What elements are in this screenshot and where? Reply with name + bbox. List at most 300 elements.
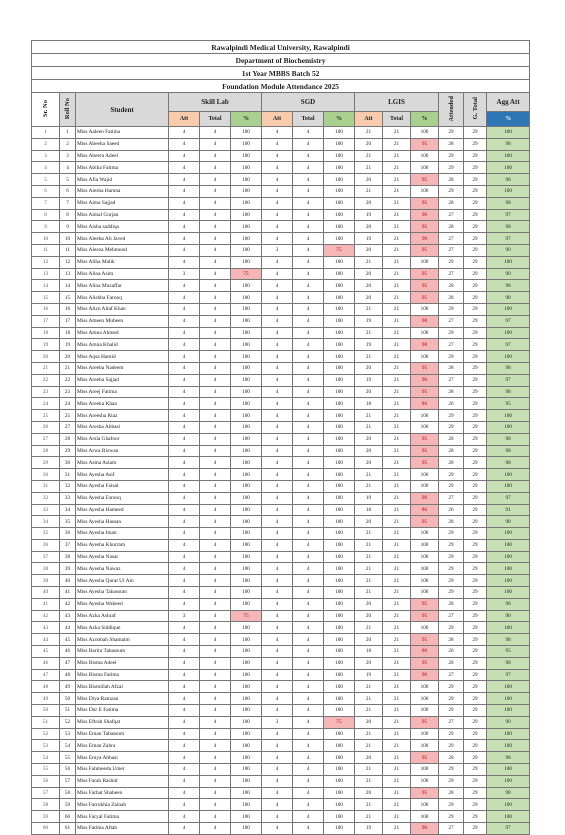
sgd-att-cell: 4 (262, 386, 293, 398)
skill-lab-total-cell: 4 (200, 811, 231, 823)
sgd-pct-cell: 100 (324, 480, 355, 492)
lgis-pct-cell: 95 (411, 362, 439, 374)
sr-no-cell: 49 (32, 693, 60, 705)
lgis-pct-cell: 90 (411, 315, 439, 327)
student-name-cell: Miss Fahmeeda Umer (76, 764, 169, 776)
lgis-total-cell: 21 (383, 551, 411, 563)
lgis-pct-cell: 100 (411, 740, 439, 752)
table-row (32, 303, 530, 315)
lgis-pct-cell: 90 (411, 374, 439, 386)
lgis-total-cell: 21 (383, 268, 411, 280)
sr-no-cell: 57 (32, 787, 60, 799)
skill-lab-pct-cell: 100 (231, 256, 262, 268)
roll-no-cell: 53 (60, 728, 76, 740)
sgd-att-cell: 4 (262, 315, 293, 327)
g-total-cell: 29 (464, 528, 487, 540)
lgis-pct-cell: 100 (411, 622, 439, 634)
attended-cell: 29 (439, 528, 464, 540)
agg-att-cell: 97 (487, 339, 530, 351)
student-name-cell: Miss Ayesha Hassan (76, 516, 169, 528)
attended-cell: 29 (439, 622, 464, 634)
agg-att-cell: 98 (487, 221, 530, 233)
g-total-cell: 29 (464, 716, 487, 728)
agg-att-cell: 100 (487, 150, 530, 162)
table-row (32, 268, 530, 280)
sr-no-cell: 25 (32, 410, 60, 422)
attended-cell: 29 (439, 811, 464, 823)
skill-lab-total-cell: 4 (200, 799, 231, 811)
sr-no-cell: 9 (32, 221, 60, 233)
lgis-att-cell: 21 (355, 351, 383, 363)
lgis-pct-cell: 100 (411, 728, 439, 740)
skill-lab-total-cell: 4 (200, 752, 231, 764)
student-name-cell: Miss Abiha Fatima (76, 162, 169, 174)
table-row (32, 528, 530, 540)
student-name-cell: Miss Bismillah Afzal (76, 681, 169, 693)
g-total-cell: 29 (464, 398, 487, 410)
table-row (32, 351, 530, 363)
skill-lab-header: Skill Lab (169, 93, 262, 112)
lgis-att-cell: 20 (355, 457, 383, 469)
sr-no-cell: 37 (32, 551, 60, 563)
sgd-pct-cell: 100 (324, 327, 355, 339)
attended-cell: 28 (439, 292, 464, 304)
sgd-total-cell: 4 (293, 516, 324, 528)
table-row (32, 728, 530, 740)
sgd-total-cell: 4 (293, 681, 324, 693)
sgd-total-cell: 4 (293, 634, 324, 646)
student-name-cell: Miss Eftrah Shafqat (76, 716, 169, 728)
sgd-total-cell: 4 (293, 787, 324, 799)
skill-lab-pct-cell: 100 (231, 705, 262, 717)
sr-no-cell: 38 (32, 563, 60, 575)
roll-no-cell: 61 (60, 823, 76, 835)
roll-no-cell: 58 (60, 787, 76, 799)
lgis-pct-cell: 100 (411, 351, 439, 363)
lgis-total-cell: 21 (383, 634, 411, 646)
attended-cell: 29 (439, 587, 464, 599)
sgd-pct-cell: 100 (324, 138, 355, 150)
sgd-att-cell: 4 (262, 233, 293, 245)
lgis-total-cell: 21 (383, 315, 411, 327)
skill-lab-total-cell: 4 (200, 185, 231, 197)
sgd-pct-cell: 100 (324, 185, 355, 197)
g-total-cell: 29 (464, 138, 487, 150)
agg-att-cell: 100 (487, 728, 530, 740)
sgd-total-cell: 4 (293, 351, 324, 363)
skill-lab-total-cell: 4 (200, 197, 231, 209)
table-row (32, 811, 530, 823)
sgd-total-cell: 4 (293, 150, 324, 162)
student-name-cell: Miss Ayesha Hameed (76, 504, 169, 516)
attended-cell: 27 (439, 339, 464, 351)
student-name-cell: Miss Ayesha Nasar (76, 551, 169, 563)
lgis-att-cell: 20 (355, 657, 383, 669)
skill-lab-total-cell: 4 (200, 728, 231, 740)
sgd-pct-cell: 100 (324, 622, 355, 634)
skill-lab-pct-cell: 100 (231, 563, 262, 575)
lgis-att-cell: 19 (355, 823, 383, 835)
table-row (32, 374, 530, 386)
skill-lab-att-header: Att (169, 112, 200, 127)
g-total-cell: 29 (464, 634, 487, 646)
agg-att-cell: 98 (487, 433, 530, 445)
sr-no-cell: 16 (32, 303, 60, 315)
attended-cell: 29 (439, 551, 464, 563)
attended-cell: 29 (439, 693, 464, 705)
attended-cell: 29 (439, 575, 464, 587)
sr-no-cell: 19 (32, 339, 60, 351)
roll-no-cell: 12 (60, 256, 76, 268)
lgis-att-cell: 19 (355, 669, 383, 681)
table-row (32, 292, 530, 304)
roll-no-cell: 28 (60, 433, 76, 445)
lgis-total-cell: 21 (383, 811, 411, 823)
agg-att-cell: 100 (487, 740, 530, 752)
skill-lab-att-cell: 4 (169, 303, 200, 315)
roll-no-cell: 36 (60, 528, 76, 540)
sgd-pct-cell: 100 (324, 598, 355, 610)
skill-lab-att-cell: 4 (169, 351, 200, 363)
lgis-att-cell: 21 (355, 327, 383, 339)
sgd-header: SGD (262, 93, 355, 112)
lgis-att-cell: 21 (355, 127, 383, 139)
lgis-att-cell: 21 (355, 811, 383, 823)
sgd-total-cell: 4 (293, 244, 324, 256)
agg-att-cell: 100 (487, 551, 530, 563)
lgis-total-cell: 21 (383, 433, 411, 445)
skill-lab-total-cell: 4 (200, 256, 231, 268)
lgis-total-cell: 21 (383, 351, 411, 363)
attended-cell: 28 (439, 457, 464, 469)
lgis-pct-cell: 86 (411, 504, 439, 516)
g-total-cell: 29 (464, 386, 487, 398)
g-total-cell: 29 (464, 410, 487, 422)
lgis-pct-cell: 100 (411, 150, 439, 162)
table-row (32, 386, 530, 398)
skill-lab-total-cell: 4 (200, 362, 231, 374)
sgd-att-cell: 4 (262, 775, 293, 787)
g-total-cell: 29 (464, 303, 487, 315)
lgis-att-cell: 20 (355, 516, 383, 528)
skill-lab-total-cell: 4 (200, 127, 231, 139)
lgis-pct-cell: 95 (411, 221, 439, 233)
skill-lab-att-cell: 4 (169, 256, 200, 268)
sgd-pct-cell: 100 (324, 563, 355, 575)
roll-no-cell: 59 (60, 799, 76, 811)
lgis-pct-cell: 100 (411, 563, 439, 575)
skill-lab-att-cell: 4 (169, 315, 200, 327)
attended-cell: 28 (439, 787, 464, 799)
table-row (32, 646, 530, 658)
roll-no-cell: 37 (60, 539, 76, 551)
g-total-cell: 29 (464, 351, 487, 363)
attended-cell: 29 (439, 127, 464, 139)
sgd-total-header: Total (293, 112, 324, 127)
sgd-total-cell: 4 (293, 504, 324, 516)
student-name-cell: Miss Emya Abbasi (76, 752, 169, 764)
table-row (32, 398, 530, 410)
skill-lab-pct-cell: 100 (231, 303, 262, 315)
roll-no-cell: 2 (60, 138, 76, 150)
student-name-cell: Miss Arwa Rizwan (76, 445, 169, 457)
lgis-att-cell: 20 (355, 386, 383, 398)
table-row (32, 174, 530, 186)
sgd-att-cell: 4 (262, 185, 293, 197)
sgd-total-cell: 4 (293, 421, 324, 433)
sgd-pct-cell: 100 (324, 610, 355, 622)
table-row (32, 575, 530, 587)
attended-cell: 26 (439, 646, 464, 658)
sgd-total-cell: 4 (293, 233, 324, 245)
lgis-total-cell: 21 (383, 669, 411, 681)
attended-cell: 27 (439, 315, 464, 327)
sr-no-cell: 29 (32, 457, 60, 469)
sgd-pct-cell: 100 (324, 303, 355, 315)
sr-no-cell: 28 (32, 445, 60, 457)
sr-no-cell: 60 (32, 823, 60, 835)
skill-lab-pct-cell: 100 (231, 162, 262, 174)
skill-lab-total-cell: 4 (200, 622, 231, 634)
attended-cell: 27 (439, 268, 464, 280)
lgis-pct-cell: 100 (411, 775, 439, 787)
sgd-att-cell: 4 (262, 374, 293, 386)
g-total-cell: 29 (464, 209, 487, 221)
student-name-cell: Miss Ayesha Farooq (76, 492, 169, 504)
table-row (32, 433, 530, 445)
skill-lab-att-cell: 4 (169, 480, 200, 492)
skill-lab-pct-cell: 100 (231, 598, 262, 610)
table-row (32, 516, 530, 528)
skill-lab-total-cell: 4 (200, 138, 231, 150)
table-row (32, 327, 530, 339)
attended-cell: 27 (439, 233, 464, 245)
skill-lab-att-cell: 4 (169, 775, 200, 787)
g-total-cell: 29 (464, 752, 487, 764)
lgis-total-cell: 21 (383, 705, 411, 717)
table-row (32, 563, 530, 575)
g-total-cell: 29 (464, 681, 487, 693)
skill-lab-pct-cell: 100 (231, 775, 262, 787)
sgd-pct-cell: 100 (324, 764, 355, 776)
student-name-cell: Miss Eman Zahra (76, 740, 169, 752)
lgis-pct-cell: 100 (411, 551, 439, 563)
skill-lab-pct-cell: 100 (231, 433, 262, 445)
g-total-cell: 29 (464, 728, 487, 740)
skill-lab-total-cell: 4 (200, 339, 231, 351)
sgd-total-cell: 4 (293, 292, 324, 304)
sgd-pct-cell: 100 (324, 374, 355, 386)
sgd-pct-cell: 100 (324, 162, 355, 174)
sgd-pct-cell: 100 (324, 492, 355, 504)
lgis-total-cell: 21 (383, 457, 411, 469)
sr-no-cell: 59 (32, 811, 60, 823)
sr-no-cell: 4 (32, 162, 60, 174)
lgis-att-cell: 21 (355, 303, 383, 315)
roll-no-cell: 60 (60, 811, 76, 823)
roll-no-cell: 49 (60, 681, 76, 693)
lgis-att-cell: 21 (355, 539, 383, 551)
agg-att-cell: 97 (487, 233, 530, 245)
lgis-total-cell: 21 (383, 516, 411, 528)
sr-no-cell: 53 (32, 740, 60, 752)
roll-no-cell: 27 (60, 421, 76, 433)
g-total-cell: 29 (464, 315, 487, 327)
sgd-total-cell: 4 (293, 528, 324, 540)
skill-lab-pct-cell: 100 (231, 197, 262, 209)
sr-no-cell: 33 (32, 504, 60, 516)
sr-no-cell: 58 (32, 799, 60, 811)
sr-no-cell: 55 (32, 764, 60, 776)
sgd-att-cell: 4 (262, 610, 293, 622)
lgis-total-cell: 21 (383, 292, 411, 304)
lgis-total-cell: 21 (383, 539, 411, 551)
sr-no-cell: 3 (32, 150, 60, 162)
g-total-cell: 29 (464, 445, 487, 457)
department-title: Department of Biochemistry (32, 54, 530, 67)
sr-no-cell: 30 (32, 469, 60, 481)
sgd-att-cell: 4 (262, 268, 293, 280)
sgd-pct-cell: 100 (324, 445, 355, 457)
skill-lab-total-cell: 4 (200, 162, 231, 174)
g-total-cell: 29 (464, 221, 487, 233)
sgd-pct-cell: 100 (324, 209, 355, 221)
lgis-total-cell: 21 (383, 716, 411, 728)
attended-cell: 28 (439, 362, 464, 374)
lgis-att-cell: 21 (355, 469, 383, 481)
sgd-att-cell: 4 (262, 469, 293, 481)
skill-lab-att-cell: 4 (169, 327, 200, 339)
sgd-pct-cell: 100 (324, 681, 355, 693)
skill-lab-att-cell: 4 (169, 421, 200, 433)
sgd-pct-cell: 100 (324, 705, 355, 717)
agg-att-header: Agg Att (487, 93, 530, 112)
lgis-total-cell: 21 (383, 492, 411, 504)
skill-lab-pct-cell: 100 (231, 516, 262, 528)
roll-no-cell: 13 (60, 268, 76, 280)
sgd-att-cell: 4 (262, 811, 293, 823)
roll-no-cell: 15 (60, 292, 76, 304)
g-total-cell: 29 (464, 823, 487, 835)
attended-cell: 28 (439, 445, 464, 457)
sgd-pct-cell: 100 (324, 823, 355, 835)
lgis-total-cell: 21 (383, 303, 411, 315)
skill-lab-total-cell: 4 (200, 681, 231, 693)
g-total-cell: 29 (464, 327, 487, 339)
sgd-total-cell: 4 (293, 716, 324, 728)
skill-lab-att-cell: 4 (169, 445, 200, 457)
skill-lab-pct-cell: 100 (231, 127, 262, 139)
skill-lab-att-cell: 4 (169, 433, 200, 445)
sgd-att-cell: 4 (262, 728, 293, 740)
lgis-att-cell: 19 (355, 315, 383, 327)
sgd-att-cell: 4 (262, 587, 293, 599)
skill-lab-pct-cell: 100 (231, 716, 262, 728)
skill-lab-pct-cell: 100 (231, 551, 262, 563)
skill-lab-total-cell: 4 (200, 209, 231, 221)
attended-cell: 29 (439, 728, 464, 740)
skill-lab-pct-cell: 100 (231, 374, 262, 386)
sgd-pct-cell: 100 (324, 516, 355, 528)
student-name-cell: Miss Bisma Fatima (76, 669, 169, 681)
agg-att-cell: 97 (487, 374, 530, 386)
sgd-total-cell: 4 (293, 575, 324, 587)
student-name-cell: Miss Abeeha Saeed (76, 138, 169, 150)
roll-no-cell: 39 (60, 563, 76, 575)
skill-lab-total-cell: 4 (200, 315, 231, 327)
sgd-att-cell: 4 (262, 138, 293, 150)
attended-cell: 28 (439, 174, 464, 186)
table-row (32, 221, 530, 233)
lgis-pct-cell: 90 (411, 823, 439, 835)
table-row (32, 492, 530, 504)
lgis-att-cell: 20 (355, 634, 383, 646)
lgis-total-cell: 21 (383, 280, 411, 292)
g-total-cell: 29 (464, 457, 487, 469)
g-total-cell: 29 (464, 174, 487, 186)
agg-att-cell: 100 (487, 162, 530, 174)
table-row (32, 716, 530, 728)
agg-att-cell: 90 (487, 244, 530, 256)
student-name-cell: Miss Ameen Mubeen (76, 315, 169, 327)
attended-cell: 29 (439, 799, 464, 811)
skill-lab-att-cell: 4 (169, 162, 200, 174)
skill-lab-att-cell: 4 (169, 127, 200, 139)
lgis-total-cell: 21 (383, 622, 411, 634)
sgd-pct-cell: 100 (324, 646, 355, 658)
sgd-pct-cell: 100 (324, 799, 355, 811)
g-total-cell: 29 (464, 539, 487, 551)
attended-cell: 28 (439, 598, 464, 610)
sgd-pct-cell: 100 (324, 386, 355, 398)
sr-no-cell: 26 (32, 421, 60, 433)
skill-lab-pct-cell: 100 (231, 634, 262, 646)
sr-no-header: Sr. No (32, 93, 60, 127)
student-name-cell: Miss Aaleen Fatima (76, 127, 169, 139)
skill-lab-total-cell: 4 (200, 657, 231, 669)
g-total-cell: 29 (464, 162, 487, 174)
student-name-cell: Miss Areeba Sajjad (76, 374, 169, 386)
g-total-cell: 29 (464, 764, 487, 776)
attended-cell: 28 (439, 657, 464, 669)
sr-no-cell: 20 (32, 351, 60, 363)
lgis-att-cell: 21 (355, 480, 383, 492)
agg-att-cell: 100 (487, 587, 530, 599)
skill-lab-total-cell: 4 (200, 587, 231, 599)
skill-lab-att-cell: 4 (169, 705, 200, 717)
lgis-total-cell: 21 (383, 480, 411, 492)
skill-lab-pct-cell: 100 (231, 150, 262, 162)
student-name-cell: Miss Afia Wajid (76, 174, 169, 186)
roll-no-header: Roll No (60, 93, 76, 127)
table-row (32, 775, 530, 787)
roll-no-cell: 45 (60, 634, 76, 646)
student-name-cell: Miss Areesha Riaz (76, 410, 169, 422)
sgd-total-cell: 4 (293, 551, 324, 563)
skill-lab-pct-cell: 100 (231, 657, 262, 669)
sgd-pct-cell: 100 (324, 197, 355, 209)
lgis-pct-cell: 100 (411, 480, 439, 492)
sgd-total-cell: 4 (293, 587, 324, 599)
lgis-att-cell: 21 (355, 528, 383, 540)
table-row (32, 138, 530, 150)
student-name-cell: Miss Aliha Malik (76, 256, 169, 268)
student-name-cell: Miss Abeera Adeel (76, 150, 169, 162)
table-row (32, 421, 530, 433)
agg-att-cell: 100 (487, 563, 530, 575)
sgd-att-cell: 4 (262, 646, 293, 658)
attended-cell: 27 (439, 823, 464, 835)
